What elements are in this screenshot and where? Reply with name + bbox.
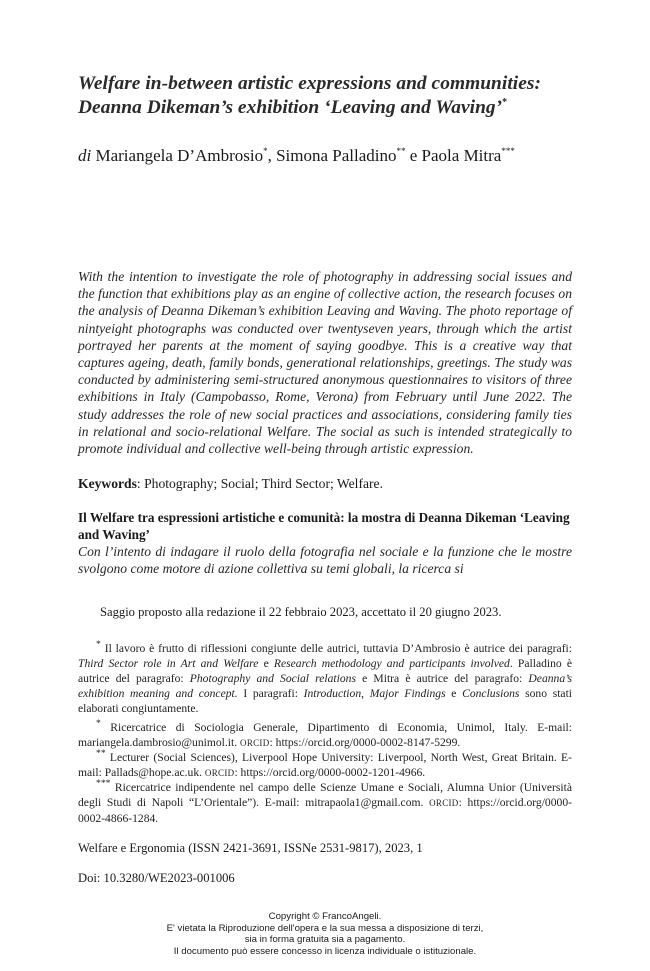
keywords [78,475,572,492]
english-abstract: With the intention to investigate the role of photography in addressing social issues and the function that exhibitions play as an engine of collective action, the research focuses on the analysis of Deanna Dikeman’s exhibition Leaving and Waving. The photo reportage of nintyeight photographs was conducted over twentyseven years, through which the artist portrayed her parents at the moment of saying goodbye. This is a creative way that captures ageing, death, family bonds, generational relationships, greetings. The study was conducted by administering semi-structured anonymous questionnaires to visitors of three exhibitions in Italy (Campobasso, Rome, Verona) from February until June 2022. The study addresses the role of new social practices and associations, considering family ties in relational and socio-relational Welfare. The social as such is intended strategically to promote individual and collective well-being through artistic expression. [78,269,572,457]
copyright-line-3: sia in forma gratuita sia a pagamento. [244,934,406,946]
author-2-mark: ** [396,146,406,156]
author-2: Simona Palladino [276,146,397,165]
copyright-line-2: E' vietata la Riproduzione dell'opera e la sua messa a disposizione di terzi, [166,922,484,934]
author-3-mark: *** [501,146,515,156]
paper-title [78,72,572,120]
copyright-notice [0,911,650,957]
orcid-link-1[interactable]: : https://orcid.org/0000-0002-8147-5299. [269,735,461,749]
doi[interactable]: Doi: 10.3280/WE2023-001006 [78,871,235,885]
footnote-1: * Il lavoro è frutto di riflessioni congiunte delle autrici, tuttavia D’Ambrosio è autrice dei paragrafi: Third Sector role in Art and Welfare e Research methodology and participants involved. Palladino è autrice del paragrafo: Photography and Social relations e Mitra è autrice del paragrafo: Deanna’s exhibition meaning and concept. I paragrafi: Introduction, Major Findings e Conclusions sono stati elaborati congiuntamente. [78,639,573,716]
copyright-line-4: Il documento può essere concesso in licenza individuale o istituzionale. [173,945,477,957]
journal-info: Welfare e Ergonomia (ISSN 2421-3691, ISSNe 2531-9817), 2023, 1 [78,841,423,855]
orcid-link-2[interactable]: : https://orcid.org/0000-0002-1201-4966. [234,765,426,779]
italian-title: Il Welfare tra espressioni artistiche e comunità: la mostra di Deanna Dikeman ‘Leaving and Waving’ [78,510,570,542]
author-prefix: di [78,146,92,165]
title-line-2: Deanna Dikeman’s exhibition ‘Leaving and Waving’* [78,97,508,118]
footnote-3: ** Lecturer (Social Sciences), Liverpool Hope University: Liverpool, North West, Great Britain. E-mail: Pallads@hope.ac.uk. ORCID: https://orcid.org/0000-0002-1201-4966. [78,748,572,779]
author-1-mark: * [263,146,268,156]
footnote-4: *** Ricercatrice indipendente nel campo delle Scienze Umane e Sociali, Alumna Unior (Università degli Studi di Napoli “L’Orientale”). E-mail: mitrapaola1@gmail.com. ORCID: https://orcid.org/0000-0002-4866-1284. [78,778,572,826]
author-1: Mariangela D’Ambrosio [95,146,264,165]
submission-note: Saggio proposto alla redazione il 22 febbraio 2023, accettato il 20 giugno 2023. [100,605,502,619]
italian-abstract: Con l’intento di indagare il ruolo della fotografia nel sociale e la funzione che le mostre svolgono come motore di azione collettiva su temi globali, la ricerca si [78,544,572,577]
footnote-2: * Ricercatrice di Sociologia Generale, Dipartimento di Economia, Unimol, Italy. E-mail: mariangela.dambrosio@unimol.it. ORCID: https://orcid.org/0000-0002-8147-5299. [78,718,572,749]
copyright-line-1: Copyright © FrancoAngeli. [268,911,382,922]
title-footnote-mark: * [502,97,508,108]
title-line-1: Welfare in-between artistic expressions and communities: [78,73,541,94]
keywords-list: : Photography; Social; Third Sector; Welfare. [136,476,383,491]
orcid-link-3[interactable]: : https://orcid.org/0000-0002-4866-1284. [78,795,572,826]
author-line: di Mariangela D’Ambrosio*, Simona Palladino** e Paola Mitra*** [78,146,515,165]
author-3: Paola Mitra [421,146,502,165]
keywords-label: Keywords [78,476,137,491]
